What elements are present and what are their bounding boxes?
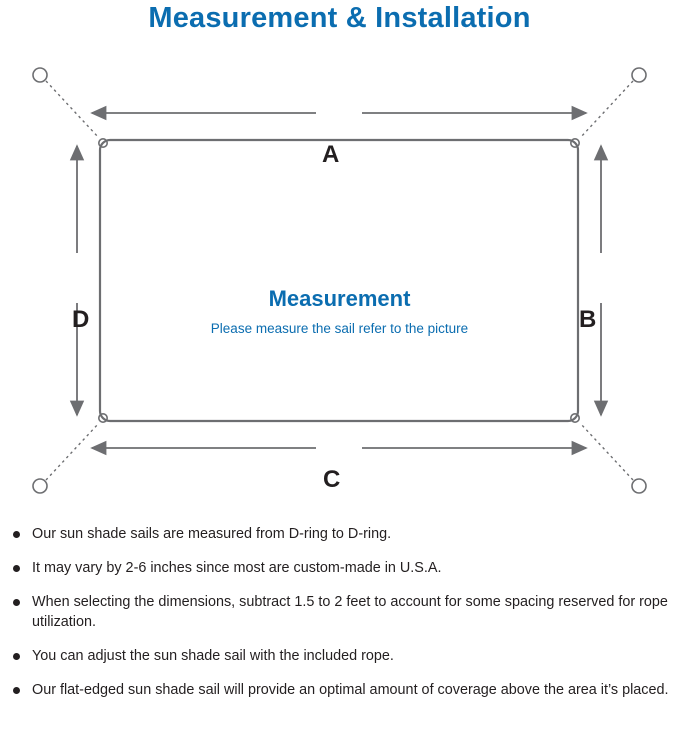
- bullet-icon: [13, 531, 20, 538]
- bullet-icon: [13, 565, 20, 572]
- dimension-label-c: C: [323, 466, 341, 493]
- measurement-center-title: Measurement: [268, 286, 411, 311]
- bullet-icon: [13, 687, 20, 694]
- notes-list: [0, 524, 679, 714]
- list-item: [0, 592, 679, 632]
- note-text: Our flat-edged sun shade sail will provide an optimal amount of coverage above the area it’s placed.: [32, 682, 669, 698]
- dimension-label-d: D: [72, 306, 90, 333]
- list-item: [0, 646, 679, 666]
- list-item: [0, 680, 679, 700]
- list-item: [0, 558, 679, 578]
- note-text: Our sun shade sails are measured from D-ring to D-ring.: [32, 526, 392, 542]
- note-text: When selecting the dimensions, subtract 1.5 to 2 feet to account for some spacing reserved for rope utilization.: [32, 594, 668, 630]
- measurement-center-subtitle: Please measure the sail refer to the picture: [210, 321, 469, 336]
- sail-shape: [100, 140, 578, 421]
- note-text: You can adjust the sun shade sail with the included rope.: [32, 648, 394, 664]
- bullet-icon: [13, 653, 20, 660]
- measurement-diagram: [0, 45, 679, 515]
- bullet-icon: [13, 599, 20, 606]
- list-item: [0, 524, 679, 544]
- dimension-label-b: B: [579, 306, 597, 333]
- dimension-label-a: A: [322, 141, 340, 168]
- page-title: Measurement & Installation: [148, 2, 531, 34]
- note-text: It may vary by 2-6 inches since most are custom-made in U.S.A.: [32, 560, 442, 576]
